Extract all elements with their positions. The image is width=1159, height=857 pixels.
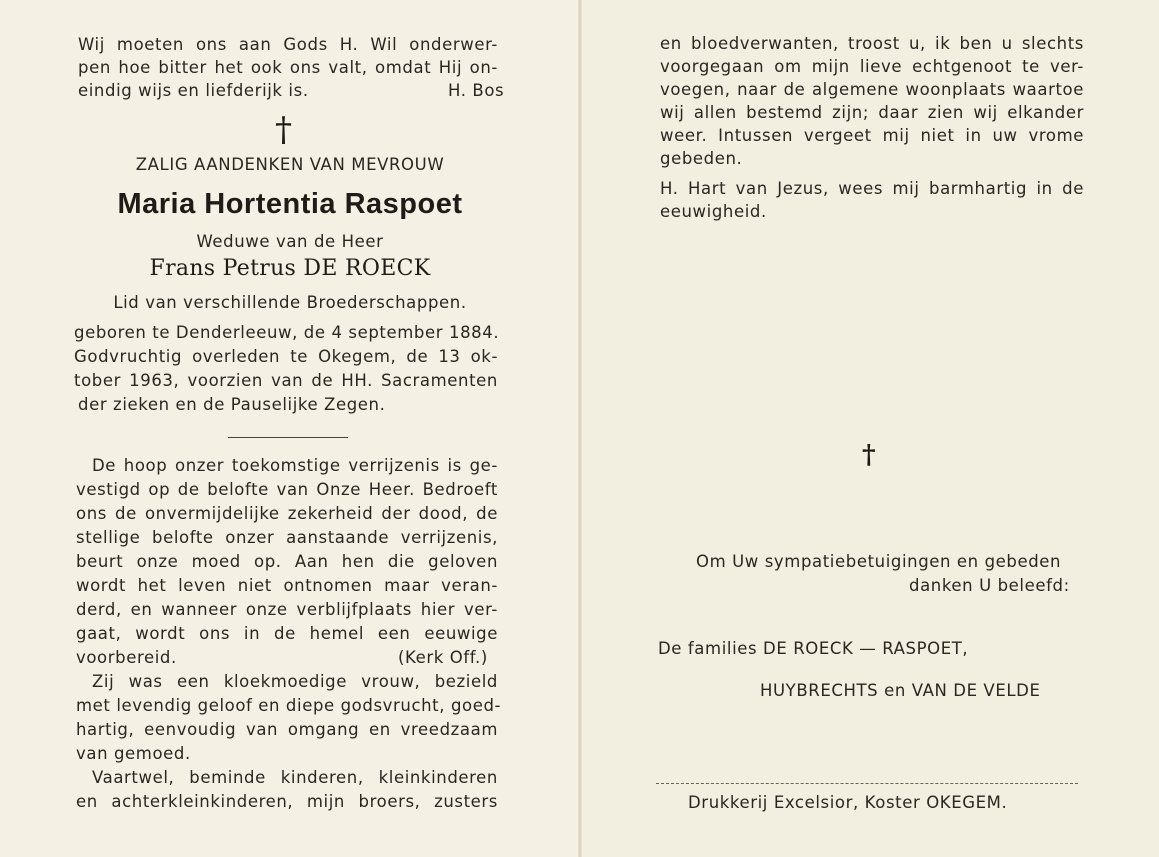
body-line-2: vestigd op de belofte van Onze Heer. Bedroeft bbox=[76, 480, 498, 499]
farewell-cont-line-2: voorgegaan om mijn lieve echtgenoot te ver- bbox=[660, 57, 1084, 76]
printer-divider bbox=[656, 783, 1078, 784]
thanks-line-1: Om Uw sympatiebetuigingen en gebeden bbox=[696, 552, 1062, 571]
bio-line-3: tober 1963, voorzien van de HH. Sacramenten bbox=[74, 371, 498, 390]
thanks-line-2: danken U beleefd: bbox=[909, 576, 1070, 595]
printer-credit: Drukkerij Excelsior, Koster OKEGEM. bbox=[688, 793, 1008, 812]
body-line-3: ons de onvermijdelijke zekerheid der dood, de bbox=[76, 504, 498, 523]
opening-quote-author: H. Bos bbox=[448, 81, 505, 100]
farewell-cont-line-4: wij allen bestemd zijn; daar zien wij elkander bbox=[660, 103, 1084, 122]
farewell-line-1: Vaartwel, beminde kinderen, kleinkinderen bbox=[92, 768, 498, 787]
farewell-cont-line-3: voegen, naar de algemene woonplaats waartoe bbox=[660, 80, 1084, 99]
body-line-4: stellige belofte onzer aanstaande verrijzenis, bbox=[76, 528, 498, 547]
spouse-name: Frans Petrus DE ROECK bbox=[149, 256, 431, 281]
opening-quote-line-1: Wij moeten ons aan Gods H. Wil onderwer- bbox=[78, 35, 498, 54]
prayer-line-1: H. Hart van Jezus, wees mij barmhartig in de bbox=[660, 179, 1084, 198]
bio-line-4: der zieken en de Pauselijke Zegen. bbox=[78, 395, 386, 414]
bio-line-2: Godvruchtig overleden te Okegem, de 13 ok- bbox=[74, 347, 498, 366]
family-line-2: HUYBRECHTS en VAN DE VELDE bbox=[760, 681, 1041, 700]
deceased-name: Maria Hortentia Raspoet bbox=[117, 188, 463, 220]
body-line-9: voorbereid. bbox=[76, 648, 177, 667]
body-line-5: beurt onze moed op. Aan hen die geloven bbox=[76, 552, 498, 571]
opening-quote-line-2: pen hoe bitter het ook ons valt, omdat Hij on- bbox=[78, 58, 498, 77]
tribute-line-1: Zij was een kloekmoedige vrouw, bezield bbox=[92, 672, 498, 691]
cross-icon: † bbox=[275, 110, 292, 150]
body-line-8: gaat, wordt ons in de hemel een eeuwige bbox=[76, 624, 498, 643]
farewell-line-2: en achterkleinkinderen, mijn broers, zusters bbox=[76, 792, 498, 811]
tribute-line-4: van gemoed. bbox=[76, 744, 191, 763]
tribute-line-3: hartig, eenvoudig van omgang en vreedzaam bbox=[76, 720, 498, 739]
body-source: (Kerk Off.) bbox=[398, 648, 488, 667]
widow-of-label: Weduwe van de Heer bbox=[196, 232, 384, 251]
section-divider bbox=[228, 437, 348, 438]
family-line-1: De families DE ROECK — RASPOET, bbox=[658, 639, 969, 658]
bio-line-1: geboren te Denderleeuw, de 4 september 1884. bbox=[74, 323, 500, 342]
memorial-heading: ZALIG AANDENKEN VAN MEVROUW bbox=[135, 155, 445, 174]
card-fold bbox=[578, 0, 582, 857]
farewell-cont-line-1: en bloedverwanten, troost u, ik ben u slechts bbox=[660, 34, 1084, 53]
body-line-1: De hoop onzer toekomstige verrijzenis is ge- bbox=[92, 456, 498, 475]
membership-line: Lid van verschillende Broederschappen. bbox=[113, 293, 467, 312]
body-line-6: wordt het leven niet ontnomen maar veran- bbox=[76, 576, 498, 595]
body-line-7: derd, en wanneer onze verblijfplaats hier ver- bbox=[76, 600, 498, 619]
tribute-line-2: met levendig geloof en diepe godsvrucht, goed- bbox=[76, 696, 502, 715]
opening-quote-line-3: eindig wijs en liefderijk is. bbox=[78, 81, 309, 100]
farewell-cont-line-6: gebeden. bbox=[660, 149, 743, 168]
small-cross-icon: † bbox=[862, 440, 876, 470]
farewell-cont-line-5: weer. Intussen vergeet mij niet in uw vrome bbox=[660, 126, 1084, 145]
prayer-line-2: eeuwigheid. bbox=[660, 202, 767, 221]
